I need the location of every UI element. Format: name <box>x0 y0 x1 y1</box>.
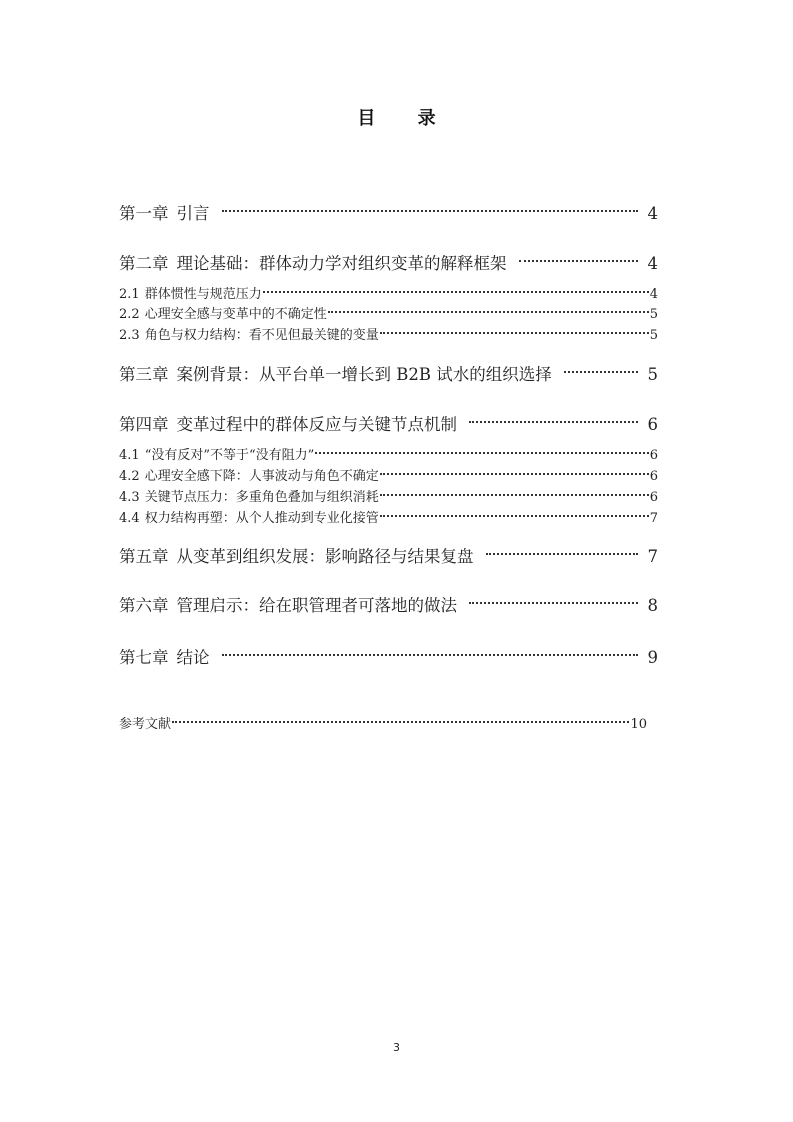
dot-leader <box>222 210 638 212</box>
page-number: 4 <box>647 254 658 273</box>
chapter-number: 第二章 <box>119 254 169 273</box>
toc-entry-section-2-2[interactable] <box>119 303 658 321</box>
dot-leader <box>486 553 638 555</box>
toc-entry-references[interactable] <box>119 713 647 731</box>
chapter-title: 管理启示：给在职管理者可落地的做法 <box>176 596 457 615</box>
section-title: “没有反对”不等于“没有阻力” <box>144 448 315 463</box>
dot-leader <box>315 452 648 454</box>
dot-leader <box>380 332 649 334</box>
page-number: 4 <box>647 204 658 223</box>
toc-entry-chapter-3[interactable] <box>119 361 658 383</box>
page-number: 6 <box>647 415 658 434</box>
dot-leader <box>263 291 649 293</box>
page-number: 6 <box>649 490 658 505</box>
page-number: 6 <box>649 448 658 463</box>
page-number: 7 <box>647 547 658 566</box>
page-number: 5 <box>647 365 658 384</box>
toc-entry-section-2-3[interactable] <box>119 324 658 342</box>
chapter-title: 从变革到组织发展：影响路径与结果复盘 <box>176 547 474 566</box>
dot-leader <box>380 515 649 517</box>
chapter-number: 第七章 <box>119 648 169 667</box>
section-number: 4.2 <box>119 469 140 484</box>
toc-entry-section-4-2[interactable] <box>119 465 658 483</box>
toc-title: 目 录 <box>357 108 454 129</box>
chapter-title: 引言 <box>176 204 210 223</box>
dot-leader <box>172 721 629 723</box>
toc-entry-chapter-7[interactable] <box>119 644 658 666</box>
chapter-title: 结论 <box>176 648 210 667</box>
toc-entry-section-4-1[interactable] <box>119 444 658 462</box>
page-number: 5 <box>649 307 658 322</box>
references-title: 参考文献 <box>119 717 172 732</box>
section-number: 2.3 <box>119 328 140 343</box>
dot-leader <box>222 654 638 656</box>
dot-leader <box>328 311 649 313</box>
toc-entry-section-2-1[interactable] <box>119 283 658 301</box>
page-number: 4 <box>649 287 658 302</box>
toc-entry-chapter-5[interactable] <box>119 543 658 565</box>
chapter-number: 第四章 <box>119 415 169 434</box>
section-number: 2.1 <box>119 287 140 302</box>
footer-page-number: 3 <box>393 1041 400 1054</box>
chapter-title: 案例背景：从平台单一增长到 B2B 试水的组织选择 <box>176 365 552 384</box>
chapter-title: 理论基础：群体动力学对组织变革的解释框架 <box>176 254 507 273</box>
toc-entry-chapter-4[interactable] <box>119 411 658 433</box>
dot-leader <box>469 421 638 423</box>
chapter-title: 变革过程中的群体反应与关键节点机制 <box>176 415 457 434</box>
chapter-number: 第五章 <box>119 547 169 566</box>
page-number: 10 <box>630 717 647 732</box>
dot-leader <box>564 371 638 373</box>
toc-entry-section-4-4[interactable] <box>119 507 658 525</box>
section-number: 2.2 <box>119 307 140 322</box>
toc-entry-section-4-3[interactable] <box>119 486 658 504</box>
section-number: 4.3 <box>119 490 140 505</box>
toc-entry-chapter-6[interactable] <box>119 592 658 614</box>
section-title: 群体惯性与规范压力 <box>144 287 262 302</box>
page-number: 8 <box>647 596 658 615</box>
dot-leader <box>380 473 649 475</box>
section-title: 心理安全感下降：人事波动与角色不确定 <box>144 469 379 484</box>
chapter-number: 第一章 <box>119 204 169 223</box>
page-number: 6 <box>649 469 658 484</box>
section-title: 角色与权力结构：看不见但最关键的变量 <box>144 328 379 343</box>
toc-entry-chapter-1[interactable] <box>119 200 658 222</box>
section-number: 4.1 <box>119 448 140 463</box>
page-number: 5 <box>649 328 658 343</box>
section-number: 4.4 <box>119 511 140 526</box>
toc-entry-chapter-2[interactable] <box>119 250 658 272</box>
dot-leader <box>469 602 638 604</box>
section-title: 关键节点压力：多重角色叠加与组织消耗 <box>144 490 379 505</box>
chapter-number: 第三章 <box>119 365 169 384</box>
section-title: 心理安全感与变革中的不确定性 <box>144 307 327 322</box>
dot-leader <box>380 494 649 496</box>
chapter-number: 第六章 <box>119 596 169 615</box>
page-number: 7 <box>649 511 658 526</box>
dot-leader <box>519 260 638 262</box>
section-title: 权力结构再塑：从个人推动到专业化接管 <box>144 511 379 526</box>
page-number: 9 <box>647 648 658 667</box>
